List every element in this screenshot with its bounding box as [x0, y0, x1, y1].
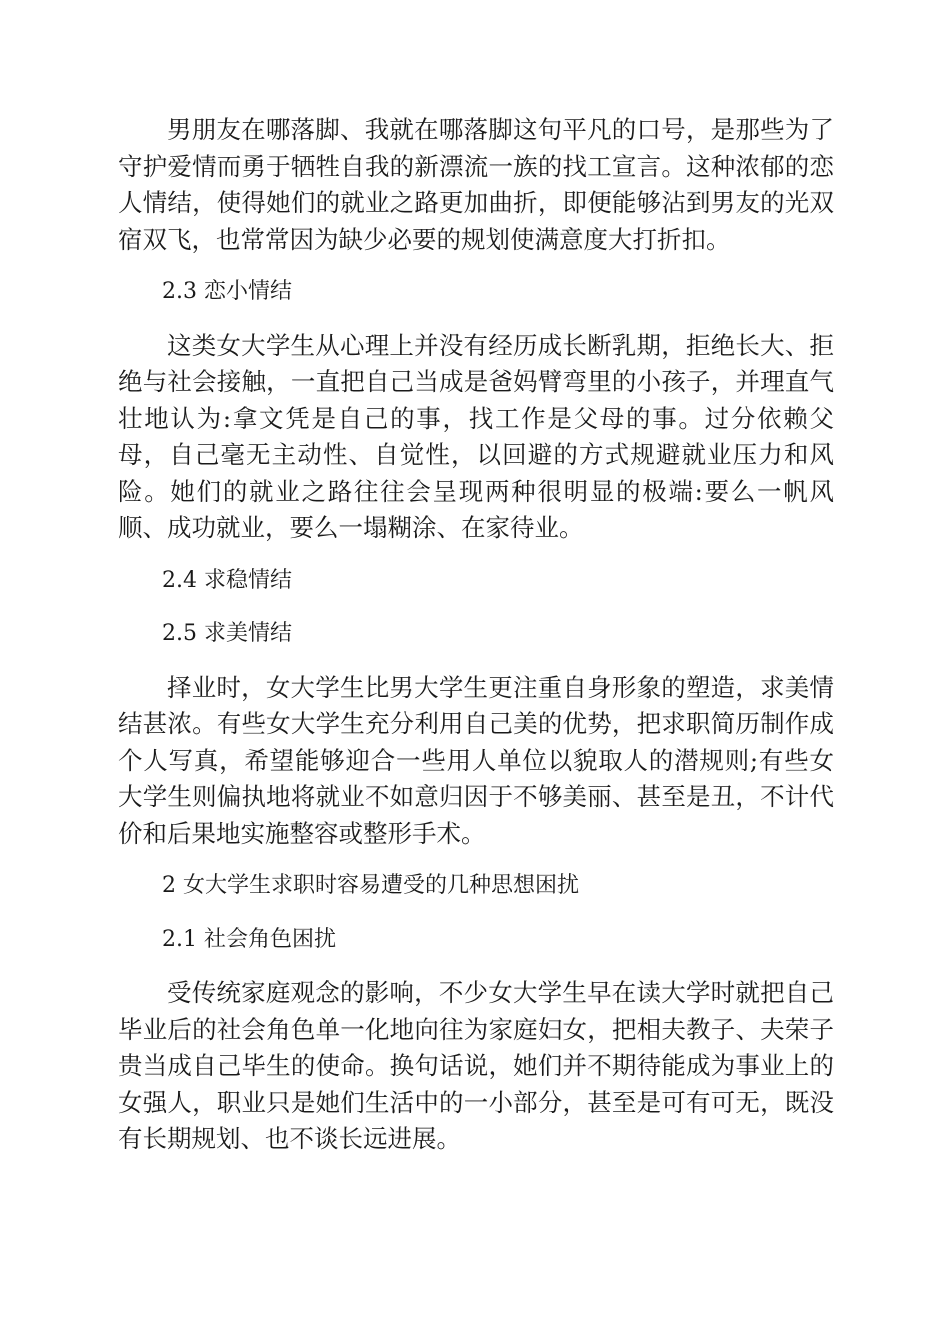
paragraph: 这类女大学生从心理上并没有经历成长断乳期，拒绝长大、拒绝与社会接触，一直把自己当成是爸妈臂弯里的小孩子，并理直气壮地认为:拿文凭是自己的事，找工作是父母的事。过分依赖父母，自己毫无主动性、自觉性，以回避的方式规避就业压力和风险。她们的就业之路往往会呈现两种很明显的极端:要么一帆风顺、成功就业，要么一塌糊涂、在家待业。 [118, 330, 834, 542]
paragraph: 择业时，女大学生比男大学生更注重自身形象的塑造，求美情结甚浓。有些女大学生充分利用自己美的优势，把求职简历制作成个人写真，希望能够迎合一些用人单位以貌取人的潜规则;有些女大学生则偏执地将就业不如意归因于不够美丽、甚至是丑，不计代价和后果地实施整容或整形手术。 [118, 672, 834, 848]
document-body [118, 112, 834, 1158]
section-heading: 2.1 社会角色困扰 [162, 926, 336, 952]
section-heading: 2.4 求稳情结 [162, 567, 292, 593]
paragraph: 男朋友在哪落脚、我就在哪落脚这句平凡的口号，是那些为了守护爱情而勇于牺牲自我的新漂流一族的找工宣言。这种浓郁的恋人情结，使得她们的就业之路更加曲折，即便能够沾到男友的光双宿双飞，也常常因为缺少必要的规划使满意度大打折扣。 [118, 115, 834, 254]
chapter-heading: 2 女大学生求职时容易遭受的几种思想困扰 [162, 873, 579, 898]
section-heading: 2.3 恋小情结 [162, 279, 292, 304]
section-heading: 2.5 求美情结 [162, 621, 292, 646]
paragraph: 受传统家庭观念的影响，不少女大学生早在读大学时就把自己毕业后的社会角色单一化地向往为家庭妇女，把相夫教子、夫荣子贵当成自己毕生的使命。换句话说，她们并不期待能成为事业上的女强人，职业只是她们生活中的一小部分，甚至是可有可无，既没有长期规划、也不谈长远进展。 [118, 978, 834, 1153]
